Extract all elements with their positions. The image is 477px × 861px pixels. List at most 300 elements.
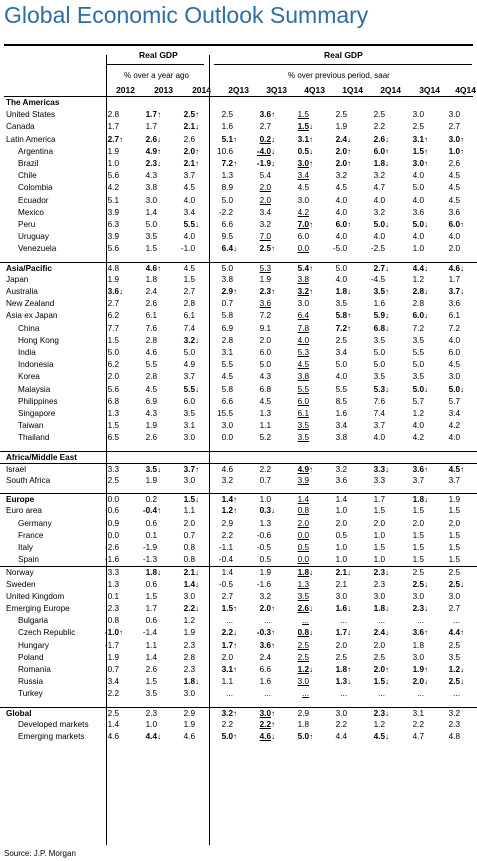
data-cell bbox=[222, 475, 241, 487]
cell-value: 2.1 bbox=[335, 568, 347, 578]
data-cell bbox=[413, 420, 432, 432]
cell-value: 2.5 bbox=[412, 579, 424, 589]
cell-value: 2.5 bbox=[221, 110, 233, 120]
data-cell bbox=[449, 719, 468, 731]
cell-value: 7.2 bbox=[448, 323, 460, 333]
data-cell bbox=[298, 420, 317, 432]
header-group1-line bbox=[106, 64, 204, 65]
data-cell bbox=[449, 664, 468, 676]
data-cell bbox=[449, 464, 468, 476]
cell-value: 6.2 bbox=[107, 360, 119, 370]
data-cell bbox=[260, 396, 279, 408]
arrow-up-icon: ↑ bbox=[233, 732, 237, 741]
data-cell bbox=[146, 121, 165, 133]
arrow-down-icon: ↓ bbox=[460, 263, 464, 273]
data-cell bbox=[449, 518, 468, 530]
cell-value: ... bbox=[302, 616, 309, 626]
data-cell bbox=[146, 195, 165, 207]
cell-value: 1.5 bbox=[183, 274, 195, 284]
row-label: Japan bbox=[6, 274, 29, 284]
cell-value: 2.2 bbox=[183, 604, 195, 613]
table-row bbox=[0, 542, 477, 554]
cell-value: 4.5 bbox=[448, 464, 460, 474]
data-cell bbox=[374, 263, 393, 275]
table-row bbox=[0, 505, 477, 517]
cell-value: -1.0 bbox=[180, 244, 195, 254]
data-cell bbox=[219, 579, 241, 591]
data-cell bbox=[374, 298, 393, 310]
data-cell bbox=[260, 371, 279, 383]
cell-value: 2.8 bbox=[221, 335, 233, 345]
data-cell bbox=[108, 615, 127, 627]
data-cell bbox=[449, 554, 468, 566]
data-cell bbox=[146, 719, 165, 731]
arrow-up-icon: ↑ bbox=[157, 146, 161, 156]
data-cell bbox=[146, 688, 165, 700]
data-cell bbox=[413, 207, 432, 219]
cell-value: 4.8 bbox=[448, 732, 460, 741]
data-cell bbox=[146, 494, 165, 506]
data-cell bbox=[108, 243, 127, 255]
table-row bbox=[0, 475, 477, 487]
cell-value: 5.0 bbox=[183, 348, 195, 357]
data-cell bbox=[413, 432, 432, 444]
data-cell bbox=[108, 591, 127, 603]
data-cell bbox=[336, 371, 355, 383]
arrow-up-icon: ↑ bbox=[233, 640, 237, 650]
data-cell bbox=[222, 567, 241, 579]
data-cell bbox=[298, 554, 317, 566]
data-cell bbox=[260, 640, 279, 652]
section-row bbox=[0, 451, 477, 464]
data-cell bbox=[413, 708, 432, 720]
arrow-up-icon: ↑ bbox=[347, 159, 351, 168]
arrow-down-icon: ↓ bbox=[271, 732, 275, 741]
cell-value: 3.6 bbox=[259, 110, 271, 120]
cell-value: 4.8 bbox=[107, 263, 119, 273]
cell-value: 2.1 bbox=[183, 122, 195, 132]
cell-value: 6.0 bbox=[373, 146, 385, 156]
data-cell bbox=[146, 615, 165, 627]
data-cell bbox=[184, 158, 203, 170]
cell-value: 5.6 bbox=[107, 171, 119, 181]
cell-value: 2.7 bbox=[221, 591, 233, 601]
cell-value: ... bbox=[378, 616, 385, 626]
cell-value: 1.9 bbox=[107, 652, 119, 662]
cell-value: 7.0 bbox=[297, 220, 309, 229]
data-cell bbox=[222, 396, 241, 408]
row-label: Malaysia bbox=[18, 384, 51, 394]
data-cell bbox=[108, 652, 127, 664]
data-cell bbox=[298, 121, 317, 133]
data-cell bbox=[105, 627, 127, 639]
cell-value: 3.6 bbox=[412, 207, 424, 217]
data-cell bbox=[449, 359, 468, 371]
cell-value: 5.0 bbox=[412, 360, 424, 370]
cell-value: 1.3 bbox=[297, 579, 309, 589]
data-cell bbox=[374, 182, 393, 194]
data-cell bbox=[298, 347, 317, 359]
data-cell bbox=[146, 286, 165, 298]
cell-value: ... bbox=[417, 616, 424, 626]
cell-value: 3.5 bbox=[145, 689, 157, 699]
table-row bbox=[0, 591, 477, 603]
data-cell bbox=[374, 231, 393, 243]
cell-value: 2.9 bbox=[297, 708, 309, 718]
data-cell bbox=[108, 121, 127, 133]
cell-value: 3.2 bbox=[448, 708, 460, 718]
data-cell bbox=[413, 652, 432, 664]
data-cell bbox=[184, 420, 203, 432]
data-cell bbox=[413, 554, 432, 566]
data-cell bbox=[260, 505, 279, 517]
cell-value: 2.7 bbox=[448, 604, 460, 613]
cell-value: 0.3 bbox=[259, 506, 271, 516]
arrow-up-icon: ↑ bbox=[309, 220, 313, 229]
arrow-up-icon: ↑ bbox=[309, 134, 313, 144]
data-cell bbox=[222, 243, 241, 255]
cell-value: -0.6 bbox=[256, 530, 271, 540]
data-cell bbox=[336, 298, 355, 310]
data-cell bbox=[108, 603, 127, 615]
cell-value: 2.3 bbox=[412, 604, 424, 613]
data-cell bbox=[222, 708, 241, 720]
cell-value: 1.0 bbox=[448, 146, 460, 156]
cell-value: 4.5 bbox=[373, 732, 385, 741]
table-row bbox=[0, 463, 477, 476]
table-row bbox=[0, 286, 477, 298]
cell-value: 1.9 bbox=[183, 628, 195, 638]
cell-value: 2.0 bbox=[107, 372, 119, 382]
table-row bbox=[0, 518, 477, 530]
data-cell bbox=[374, 554, 393, 566]
cell-value: 1.9 bbox=[412, 665, 424, 674]
arrow-down-icon: ↓ bbox=[385, 159, 389, 168]
cell-value: 3.0 bbox=[412, 159, 424, 168]
cell-value: 1.5 bbox=[183, 495, 195, 505]
cell-value: 1.8 bbox=[145, 274, 157, 284]
data-cell bbox=[298, 591, 317, 603]
cell-value: -5.0 bbox=[332, 244, 347, 254]
data-cell bbox=[146, 109, 165, 121]
data-cell bbox=[336, 231, 355, 243]
data-cell bbox=[298, 676, 317, 688]
cell-value: 4.6 bbox=[145, 263, 157, 273]
cell-value: 1.5 bbox=[145, 244, 157, 254]
data-cell bbox=[336, 347, 355, 359]
cell-value: 3.5 bbox=[183, 409, 195, 418]
cell-value: 2.8 bbox=[107, 110, 119, 120]
data-cell bbox=[181, 243, 203, 255]
data-cell bbox=[260, 432, 279, 444]
cell-value: 3.4 bbox=[259, 207, 271, 217]
data-cell bbox=[413, 310, 432, 322]
cell-value: 3.2 bbox=[373, 207, 385, 217]
cell-value: 1.9 bbox=[335, 122, 347, 132]
data-cell bbox=[260, 554, 279, 566]
data-cell bbox=[298, 652, 317, 664]
cell-value: 4.0 bbox=[297, 335, 309, 345]
cell-value: 4.3 bbox=[145, 171, 157, 181]
data-cell bbox=[184, 396, 203, 408]
data-cell bbox=[184, 286, 203, 298]
arrow-down-icon: ↓ bbox=[347, 604, 351, 613]
arrow-down-icon: ↓ bbox=[119, 287, 123, 296]
data-cell bbox=[108, 420, 127, 432]
data-cell bbox=[449, 146, 468, 158]
cell-value: 6.0 bbox=[335, 220, 347, 229]
cell-value: 1.6 bbox=[335, 409, 347, 418]
row-label: Israel bbox=[6, 464, 27, 474]
data-cell bbox=[146, 170, 165, 182]
cell-value: 3.0 bbox=[145, 195, 157, 205]
arrow-up-icon: ↑ bbox=[233, 665, 237, 674]
data-cell bbox=[184, 579, 203, 591]
source-note: Source: J.P. Morgan bbox=[4, 849, 76, 858]
cell-value: ... bbox=[417, 689, 424, 699]
data-cell bbox=[146, 420, 165, 432]
cell-value: ... bbox=[340, 616, 347, 626]
arrow-down-icon: ↓ bbox=[195, 495, 199, 505]
cell-value: 1.0 bbox=[412, 244, 424, 254]
data-cell bbox=[260, 195, 279, 207]
cell-value: 1.5 bbox=[145, 677, 157, 687]
data-cell bbox=[146, 243, 165, 255]
cell-value: 5.5 bbox=[335, 384, 347, 394]
data-cell bbox=[413, 494, 432, 506]
table-row bbox=[0, 603, 477, 615]
cell-value: 1.5 bbox=[412, 506, 424, 516]
cell-value: 6.4 bbox=[297, 311, 309, 321]
cell-value: 0.5 bbox=[335, 530, 347, 540]
data-cell bbox=[184, 603, 203, 615]
table-row bbox=[0, 664, 477, 676]
cell-value: 2.5 bbox=[448, 579, 460, 589]
cell-value: 1.8 bbox=[412, 640, 424, 650]
data-cell bbox=[374, 627, 393, 639]
arrow-down-icon: ↓ bbox=[460, 665, 464, 674]
cell-value: 3.4 bbox=[448, 409, 460, 418]
cell-value: 3.0 bbox=[183, 591, 195, 601]
data-cell bbox=[449, 542, 468, 554]
arrow-down-icon: ↓ bbox=[347, 628, 351, 638]
data-cell bbox=[260, 676, 279, 688]
cell-value: 2.2 bbox=[373, 122, 385, 132]
cell-value: -4.5 bbox=[370, 274, 385, 284]
arrow-down-icon: ↓ bbox=[271, 146, 275, 156]
arrow-down-icon: ↓ bbox=[385, 323, 389, 333]
cell-value: 2.8 bbox=[412, 299, 424, 309]
cell-value: 2.0 bbox=[335, 640, 347, 650]
arrow-down-icon: ↓ bbox=[385, 732, 389, 741]
data-cell bbox=[336, 603, 355, 615]
data-cell bbox=[222, 518, 241, 530]
table-row bbox=[0, 323, 477, 335]
data-cell bbox=[449, 567, 468, 579]
cell-value: 6.0 bbox=[183, 396, 195, 406]
cell-value: 3.5 bbox=[297, 433, 309, 443]
data-cell bbox=[336, 530, 355, 542]
data-cell bbox=[146, 708, 165, 720]
cell-value: 3.1 bbox=[412, 708, 424, 718]
cell-value: 3.0 bbox=[183, 476, 195, 485]
cell-value: 3.2 bbox=[297, 287, 309, 296]
data-cell bbox=[146, 384, 165, 396]
cell-value: 5.0 bbox=[297, 732, 309, 741]
column-header: 2013 bbox=[154, 85, 173, 95]
cell-value: 1.4 bbox=[107, 719, 119, 729]
arrow-down-icon: ↓ bbox=[157, 732, 161, 741]
cell-value: 2.5 bbox=[107, 476, 119, 485]
row-label: Mexico bbox=[18, 207, 44, 217]
cell-value: 4.6 bbox=[221, 464, 233, 474]
data-cell bbox=[413, 505, 432, 517]
data-cell bbox=[146, 231, 165, 243]
data-cell bbox=[108, 432, 127, 444]
data-cell bbox=[374, 664, 393, 676]
cell-value: 2.6 bbox=[373, 134, 385, 144]
cell-value: 4.0 bbox=[335, 372, 347, 382]
cell-value: 6.1 bbox=[183, 311, 195, 321]
data-cell bbox=[222, 640, 241, 652]
data-cell bbox=[257, 579, 279, 591]
data-cell bbox=[413, 371, 432, 383]
data-cell bbox=[336, 708, 355, 720]
table-row bbox=[0, 554, 477, 566]
cell-value: 5.0 bbox=[259, 360, 271, 370]
cell-value: 6.8 bbox=[373, 323, 385, 333]
data-cell bbox=[257, 158, 279, 170]
cell-value: 2.3 bbox=[448, 719, 460, 729]
cell-value: 2.3 bbox=[107, 604, 119, 613]
cell-value: 1.2 bbox=[412, 274, 424, 284]
cell-value: 6.5 bbox=[107, 433, 119, 443]
cell-value: 1.7 bbox=[145, 604, 157, 613]
arrow-up-icon: ↑ bbox=[195, 464, 199, 474]
cell-value: 3.3 bbox=[373, 464, 385, 474]
data-cell bbox=[143, 542, 165, 554]
cell-value: 5.7 bbox=[412, 396, 424, 406]
data-cell bbox=[298, 530, 317, 542]
data-cell bbox=[184, 719, 203, 731]
cell-value: 2.3 bbox=[145, 159, 157, 168]
data-cell bbox=[184, 359, 203, 371]
arrow-down-icon: ↓ bbox=[271, 134, 275, 144]
cell-value: 5.1 bbox=[221, 134, 233, 144]
column-header: 2Q13 bbox=[228, 85, 249, 95]
data-cell bbox=[374, 371, 393, 383]
data-cell bbox=[336, 182, 355, 194]
data-cell bbox=[374, 207, 393, 219]
cell-value: 0.1 bbox=[145, 530, 157, 540]
data-cell bbox=[336, 323, 355, 335]
cell-value: 1.4 bbox=[145, 207, 157, 217]
data-cell bbox=[374, 146, 393, 158]
cell-value: 1.6 bbox=[335, 604, 347, 613]
cell-value: 0.5 bbox=[297, 543, 309, 552]
cell-value: 7.6 bbox=[373, 396, 385, 406]
arrow-down-icon: ↓ bbox=[385, 384, 389, 394]
cell-value: 4.5 bbox=[183, 263, 195, 273]
data-cell bbox=[146, 664, 165, 676]
data-cell bbox=[336, 134, 355, 146]
data-cell bbox=[222, 121, 241, 133]
cell-value: 4.6 bbox=[107, 732, 119, 741]
arrow-up-icon: ↑ bbox=[424, 628, 428, 638]
cell-value: 1.7 bbox=[221, 640, 233, 650]
cell-value: 3.5 bbox=[297, 421, 309, 431]
cell-value: 1.0 bbox=[335, 506, 347, 516]
data-cell bbox=[449, 530, 468, 542]
data-cell bbox=[298, 219, 317, 231]
table-row bbox=[0, 719, 477, 731]
data-cell bbox=[298, 207, 317, 219]
cell-value: 5.0 bbox=[373, 220, 385, 229]
data-cell bbox=[374, 542, 393, 554]
arrow-down-icon: ↓ bbox=[195, 568, 199, 578]
header-group2-title: Real GDP bbox=[324, 50, 363, 60]
data-cell bbox=[264, 615, 279, 627]
cell-value: 1.0 bbox=[145, 719, 157, 729]
cell-value: 4.5 bbox=[145, 384, 157, 394]
cell-value: 8.9 bbox=[221, 183, 233, 193]
cell-value: 1.5 bbox=[412, 530, 424, 540]
cell-value: 3.3 bbox=[373, 476, 385, 485]
data-cell bbox=[222, 274, 241, 286]
cell-value: 4.0 bbox=[183, 232, 195, 242]
data-cell bbox=[374, 384, 393, 396]
data-cell bbox=[146, 134, 165, 146]
data-cell bbox=[108, 195, 127, 207]
cell-value: 2.5 bbox=[297, 640, 309, 650]
data-cell bbox=[108, 323, 127, 335]
data-cell bbox=[222, 420, 241, 432]
arrow-down-icon: ↓ bbox=[424, 287, 428, 296]
row-label: United States bbox=[6, 110, 56, 120]
data-cell bbox=[184, 146, 203, 158]
page-title: Global Economic Outlook Summary bbox=[4, 2, 369, 28]
data-cell bbox=[298, 640, 317, 652]
data-cell bbox=[260, 731, 279, 743]
data-cell bbox=[449, 158, 468, 170]
data-cell bbox=[226, 688, 241, 700]
data-cell bbox=[184, 323, 203, 335]
cell-value: 1.3 bbox=[259, 518, 271, 528]
cell-value: 3.7 bbox=[183, 372, 195, 382]
cell-value: 0.0 bbox=[297, 530, 309, 540]
data-cell bbox=[184, 170, 203, 182]
cell-value: 2.9 bbox=[183, 708, 195, 718]
cell-value: 4.0 bbox=[335, 207, 347, 217]
data-cell bbox=[449, 219, 468, 231]
cell-value: 5.5 bbox=[412, 348, 424, 357]
data-cell bbox=[108, 207, 127, 219]
cell-value: 4.5 bbox=[297, 183, 309, 193]
cell-value: 1.4 bbox=[297, 495, 309, 505]
cell-value: 3.0 bbox=[448, 372, 460, 382]
cell-value: 5.4 bbox=[259, 171, 271, 181]
data-cell bbox=[146, 731, 165, 743]
data-cell bbox=[108, 676, 127, 688]
data-cell bbox=[184, 615, 203, 627]
data-cell bbox=[336, 567, 355, 579]
arrow-down-icon: ↓ bbox=[271, 159, 275, 168]
cell-value: 3.2 bbox=[259, 220, 271, 229]
cell-value: 2.3 bbox=[183, 665, 195, 674]
data-cell bbox=[260, 182, 279, 194]
data-cell bbox=[260, 231, 279, 243]
data-cell bbox=[146, 335, 165, 347]
